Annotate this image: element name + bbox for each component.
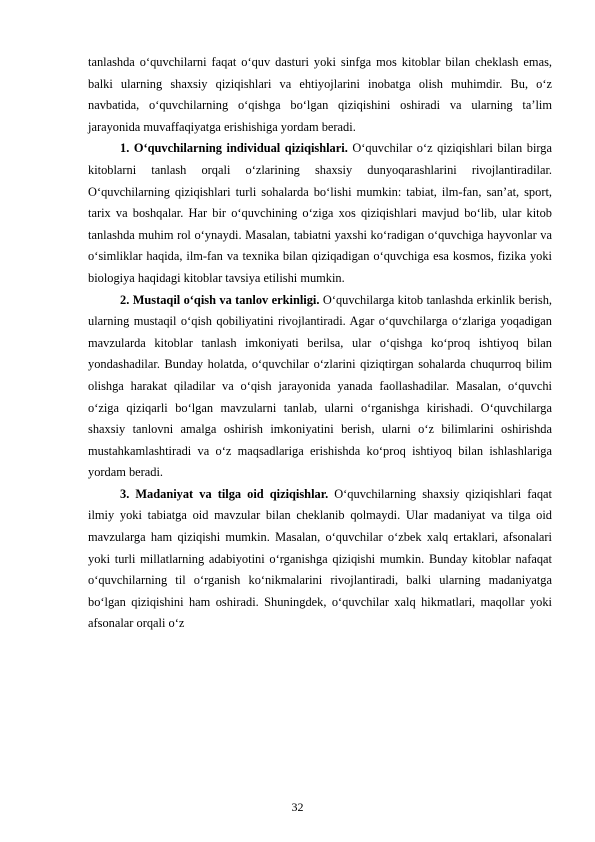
paragraph-text: O‘quvchilarning shaxsiy qiziqishlari faqat ilmiy yoki tabiatga oid mavzular bilan cheklanib qolmaydi. Ular madaniyat va tilga oid mavzularga ham qiziqishi mumkin. Masalan, o‘quvchilar o‘zbek xalq ertaklari, afsonalari yoki turli millatlarning adabiyotini o‘rganishga qiziqishi mumkin. Bunday kitoblar nafaqat o‘quvchilarning til o‘rganish ko‘nikmalarini rivojlantiradi, balki ularning madaniyatga bo‘lgan qiziqishini ham oshiradi. Shuningdek, o‘quvchilar xalq hikmatlari, maqollar yoki afsonalar orqali o‘z [88, 486, 552, 631]
paragraph-intro [88, 52, 552, 138]
section-heading: 2. Mustaqil o‘qish va tanlov erkinligi. [120, 292, 320, 307]
paragraph-text: O‘quvchilarga kitob tanlashda erkinlik berish, ularning mustaqil o‘qish qobiliyatini rivojlantiradi. Agar o‘quvchilarga o‘zlariga yoqadigan mavzularda kitoblar tanlash imkoniyati berilsa, ular o‘qishga ko‘proq ishtiyoq bilan yondashadilar. Bunday holatda, o‘quvchilar o‘zlarini qiziqtirgan sohalarda chuqurroq bilim olishga harakat qiladilar va o‘qish jarayonida yanada faollashadilar. Masalan, o‘quvchi o‘ziga qiziqarli bo‘lgan mavzularni tanlab, ularni o‘rganishga kirishadi. O‘quvchilarga shaxsiy tanlovni amalga oshirish imkoniyatini berish, ularni o‘z bilimlarini oshirishda mustahkamlashtiradi va o‘z maqsadlariga erishishda ko‘proq ishtiyoq bilan ishlashlariga yordam beradi. [88, 292, 552, 480]
page-number: 32 [291, 800, 304, 814]
paragraph-individual-interests [88, 138, 552, 289]
paragraph-text: O‘quvchilar o‘z qiziqishlari bilan birga kitoblarni tanlash orqali o‘zlarining shaxsiy dunyoqarashlarini rivojlantiradilar. O‘quvchilarning qiziqishlari turli sohalarda bo‘lishi mumkin: tabiat, ilm-fan, san’at, sport, tarix va boshqalar. Har bir o‘quvchining o‘ziga xos qiziqishlari mavjud bo‘lib, ular kitob tanlashda muhim rol o‘ynaydi. Masalan, tabiatni yaxshi ko‘radigan o‘quvchiga hayvonlar va o‘simliklar haqida, ilm-fan va texnika bilan qiziqadigan o‘quvchiga esa kosmos, fizika yoki biologiya haqidagi kitoblar tavsiya etilishi mumkin. [88, 141, 552, 285]
section-heading: 1. O‘quvchilarning individual qiziqishlari. [120, 141, 348, 156]
paragraph-independent-reading [88, 290, 552, 484]
paragraph-text: tanlashda o‘quvchilarni faqat o‘quv dasturi yoki sinfga mos kitoblar bilan cheklash emas, balki ularning shaxsiy qiziqishlari va ehtiyojlarini inobatga olish muhimdir. Bu, o‘z navbatida, o‘quvchilarning o‘qishga bo‘lgan qiziqishini oshiradi va ularning ta’lim jarayonida muvaffaqiyatga erishishiga yordam beradi. [88, 55, 552, 134]
document-page [88, 52, 552, 635]
section-heading: 3. Madaniyat va tilga oid qiziqishlar. [120, 486, 329, 501]
paragraph-culture-language [88, 484, 552, 635]
